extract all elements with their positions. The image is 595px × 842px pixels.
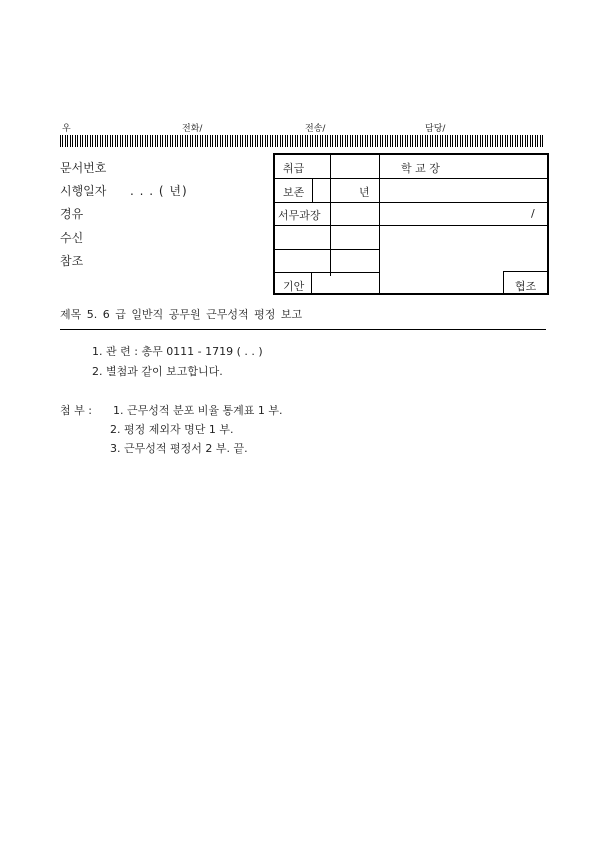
postal-code-label: 우: [62, 124, 71, 134]
retention-unit: 년: [359, 186, 370, 199]
handling-label: 취급: [283, 162, 305, 175]
principal-label: 학 교 장: [401, 162, 440, 175]
recipient-label: 수신: [60, 231, 84, 245]
cooperation-label: 협조: [515, 280, 537, 293]
affairs-head-label: 서무과장: [278, 209, 321, 222]
manager-label: 담당/: [425, 124, 446, 134]
barcode-strip: [60, 135, 545, 147]
subject-divider: [60, 329, 546, 330]
exec-date-label: 시행일자: [60, 184, 107, 198]
subject-line: 제목 5. 6 급 일반직 공무원 근무성적 평정 보고: [60, 308, 303, 321]
doc-number-label: 문서번호: [60, 161, 107, 175]
attachment-item-2: 2. 평정 제외자 명단 1 부.: [110, 423, 234, 436]
retention-label: 보존: [283, 186, 305, 199]
reference-label: 참조: [60, 254, 84, 268]
approval-box: [273, 153, 549, 295]
phone-label: 전화/: [182, 124, 203, 134]
attachment-item-3: 3. 근무성적 평정서 2 부. 끝.: [110, 442, 248, 455]
body-item-2: 2. 별첨과 같이 보고합니다.: [92, 365, 223, 378]
approval-slash: /: [531, 207, 535, 220]
attachment-item-1: 1. 근무성적 분포 비율 통계표 1 부.: [113, 404, 283, 417]
draft-label: 기안: [283, 280, 305, 293]
body-item-1: 1. 관 련 : 총무 0111 - 1719 ( . . ): [92, 345, 263, 358]
attachments-label: 첨 부 :: [60, 404, 92, 417]
via-label: 경유: [60, 207, 84, 221]
fax-label: 전송/: [305, 124, 326, 134]
exec-date-value: . . . ( 년): [130, 184, 188, 198]
